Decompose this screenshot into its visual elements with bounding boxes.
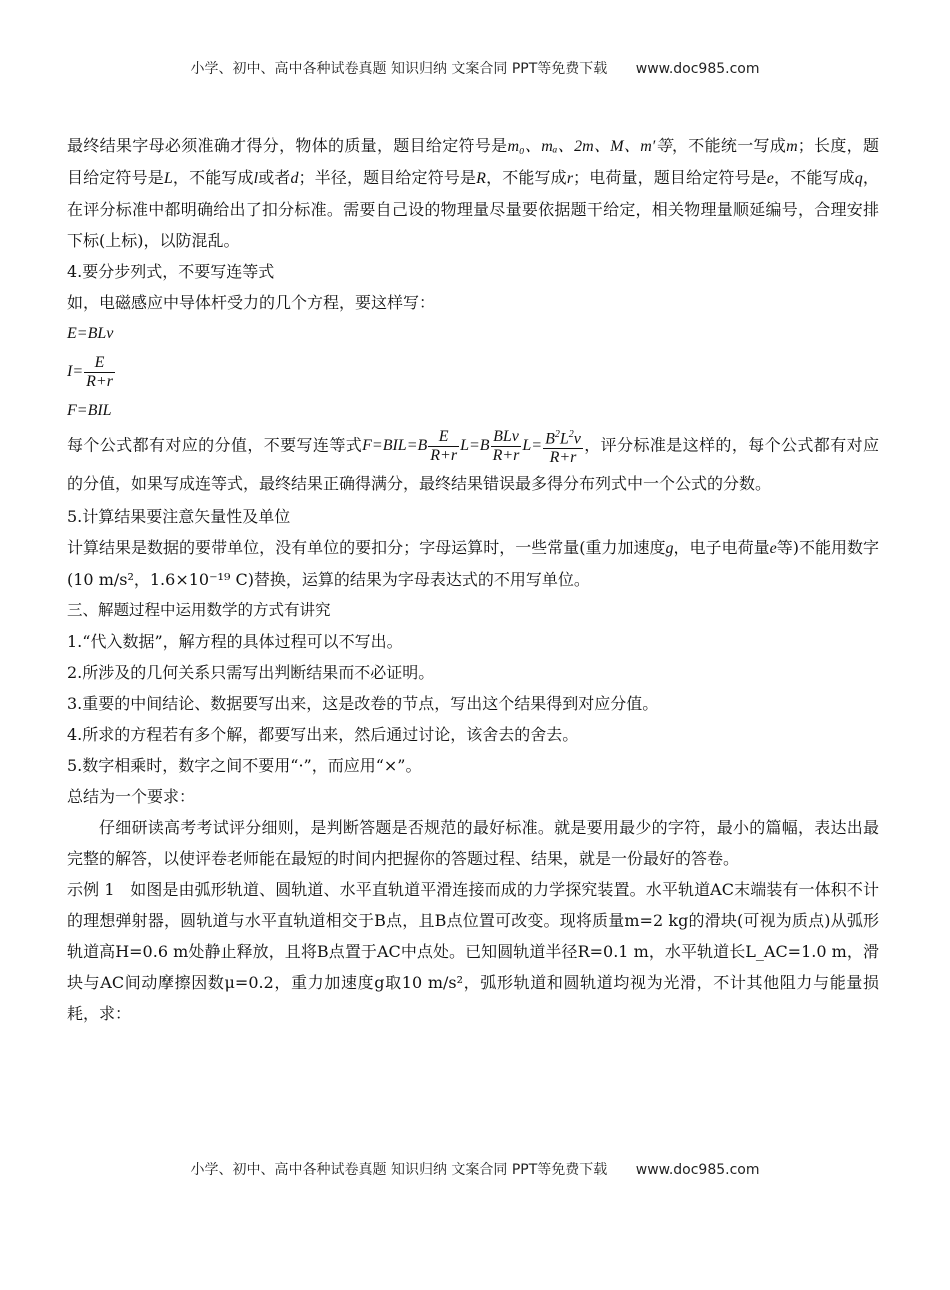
- item-5-title: 5.计算结果要注意矢量性及单位: [67, 507, 291, 527]
- example-1: [67, 874, 879, 1029]
- summary-text: 仔细研读高考考试评分细则，是判断答题是否规范的最好标准。就是要用最少的字符，最小的篇幅，表达出最完整的解答，以使评卷老师能在最短的时间内把握你的答题过程、结果，就是一份最好的答卷。: [67, 818, 879, 869]
- document-body: [67, 130, 879, 1029]
- chained-equation: F=BIL=B $\frac{E}{R+r}$ L=B $\frac{\text{BLv}}{R+r}$ L= $\frac{B^2L^2v}{R+r}$: [362, 437, 584, 454]
- item-5-text: 计算结果是数据的要带单位，没有单位的要扣分；字母运算时，一些常量(重力加速度g，电子电荷量e等)不能用数字(10 m/s²，1.6×10⁻¹⁹ C)替换，运算的结果为字母表达式的不用写单位。: [67, 538, 879, 590]
- mass-symbols: m₀、mₐ、2m、M、m′等: [507, 138, 672, 155]
- paragraph-no-chained-equations: 每个公式都有对应的分值，不要写连等式F=BIL=B $\frac{E}{R+r}$ L=B $\frac{\text{BLv}}{R+r}$ L= $\frac{B^2L^2v}{R+r}$ ，评分标准是这样的，每个公式都有对应的分值，如果写成连等式，最终结果正确得满分，最终结果错误最多得分布列式中一个公式的分数。: [67, 426, 879, 501]
- page-footer: [0, 1159, 950, 1179]
- footer-text: 小学、初中、高中各种试卷真题 知识归纳 文案合同 PPT等免费下载: [190, 1162, 608, 1178]
- page-header: [0, 58, 950, 78]
- header-site: www.doc985.com: [635, 61, 760, 77]
- equation-emf: E=BLv: [67, 325, 114, 342]
- summary-title: 总结为一个要求：: [67, 787, 196, 807]
- list-item: 3.重要的中间结论、数据要写出来，这是改卷的节点，写出这个结果得到对应分值。: [67, 694, 659, 714]
- footer-site: www.doc985.com: [635, 1162, 760, 1178]
- equation-force: F=BIL: [67, 402, 112, 419]
- list-item: 4.所求的方程若有多个解，都要写出来，然后通过讨论，该舍去的舍去。: [67, 725, 579, 745]
- header-text: 小学、初中、高中各种试卷真题 知识归纳 文案合同 PPT等免费下载: [190, 61, 608, 77]
- example-text: 如图是由弧形轨道、圆轨道、水平直轨道平滑连接而成的力学探究装置。水平轨道AC末端装有一体积不计的理想弹射器，圆轨道与水平直轨道相交于B点，且B点位置可改变。现将质量m=2 kg的滑块(可视为质点)从弧形轨道高H=0.6 m处静止释放，且将B点置于AC中点处。已知圆轨道半径R=0.1 m，水平轨道长L_AC=1.0 m，滑块与AC间动摩擦因数μ=0.2，重力加速度g取10 m/s²，弧形轨道和圆轨道均视为光滑，不计其他阻力与能量损耗，求：: [67, 880, 879, 1024]
- example-label: 示例 1: [67, 880, 115, 900]
- item-4-intro: 如，电磁感应中导体杆受力的几个方程，要这样写：: [67, 293, 436, 312]
- equation-current: I= $\frac{E}{R+r}$: [67, 353, 113, 390]
- paragraph-symbols: 最终结果字母必须准确才得分，物体的质量，题目给定符号是m₀、mₐ、2m、M、m′等，不能统一写成m；长度，题目给定符号是L，不能写成l或者d；半径，题目给定符号是R，不能写成r；电荷量，题目给定符号是e，不能写成q，在评分标准中都明确给出了扣分标准。需要自己设的物理量尽量要依据题干给定，相关物理量顺延编号，合理安排下标(上标)，以防混乱。: [67, 136, 879, 250]
- list-item: 1.“代入数据”，解方程的具体过程可以不写出。: [67, 632, 403, 652]
- list-item: 5.数字相乘时，数字之间不要用“·”，而应用“×”。: [67, 756, 422, 776]
- section-3-title: 三、解题过程中运用数学的方式有讲究: [67, 601, 331, 620]
- item-4-title: 4.要分步列式，不要写连等式: [67, 262, 275, 281]
- list-item: 2.所涉及的几何关系只需写出判断结果而不必证明。: [67, 663, 435, 683]
